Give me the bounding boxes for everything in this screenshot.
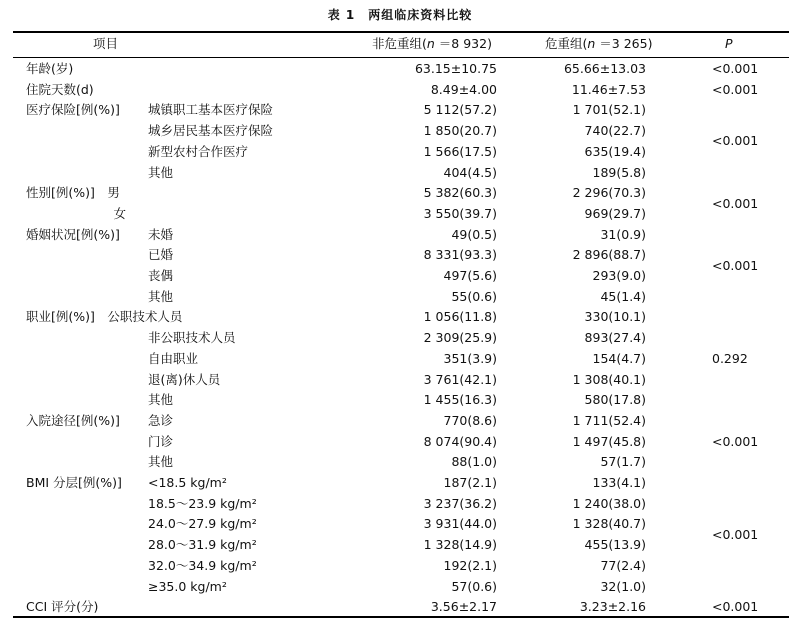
noncritical-value: 57(0.6) bbox=[451, 578, 497, 594]
critical-value: 740(22.7) bbox=[584, 123, 646, 139]
critical-value: 77(2.4) bbox=[600, 557, 646, 573]
header-noncritical-suffix: ＝8 932) bbox=[434, 36, 492, 51]
row-sublabel: 新型农村合作医疗 bbox=[148, 143, 249, 159]
row-sublabel: 其他 bbox=[148, 164, 174, 180]
row-sublabel: 其他 bbox=[148, 454, 174, 470]
critical-value: 2 296(70.3) bbox=[572, 185, 646, 201]
header-noncritical bbox=[372, 34, 492, 54]
header-noncritical-n: n bbox=[426, 36, 435, 51]
header-item: 项目 bbox=[93, 36, 119, 51]
row-sublabel: 自由职业 bbox=[148, 350, 199, 366]
p-value: <0.001 bbox=[712, 433, 759, 449]
noncritical-value: 497(5.6) bbox=[443, 268, 497, 283]
row-label: BMI 分层[例(%)] bbox=[26, 475, 122, 490]
header-critical-suffix: ＝3 265) bbox=[595, 36, 653, 51]
row-sublabel: 丧偶 bbox=[148, 268, 174, 283]
header-critical-prefix: 危重组( bbox=[545, 36, 588, 51]
noncritical-value: 1 328(14.9) bbox=[423, 537, 497, 553]
noncritical-value: 192(2.1) bbox=[443, 557, 497, 573]
header-rule bbox=[13, 57, 789, 58]
noncritical-value: 351(3.9) bbox=[443, 350, 497, 366]
critical-value: 11.46±7.53 bbox=[571, 81, 646, 97]
noncritical-value: 3 761(42.1) bbox=[423, 371, 497, 387]
noncritical-value: 770(8.6) bbox=[443, 412, 497, 428]
row-sublabel: 18.5～23.9 kg/m² bbox=[148, 495, 257, 511]
row-sublabel: 城乡居民基本医疗保险 bbox=[148, 123, 274, 139]
row-label: 女 bbox=[26, 205, 127, 221]
critical-value: 330(10.1) bbox=[584, 309, 646, 325]
critical-value: 189(5.8) bbox=[592, 164, 646, 180]
row-sublabel: 其他 bbox=[148, 288, 174, 304]
bottom-rule bbox=[13, 616, 789, 618]
row-sublabel: 急诊 bbox=[148, 412, 174, 428]
noncritical-value: 49(0.5) bbox=[451, 226, 497, 242]
critical-value: 154(4.7) bbox=[592, 350, 646, 366]
noncritical-value: 2 309(25.9) bbox=[423, 330, 497, 346]
noncritical-value: 5 112(57.2) bbox=[423, 102, 497, 118]
row-label: 婚姻状况[例(%)] bbox=[26, 226, 120, 242]
header-critical-n: n bbox=[587, 36, 596, 51]
table-title: 表 1 两组临床资料比较 bbox=[327, 8, 473, 22]
row-sublabel: 未婚 bbox=[148, 226, 174, 242]
noncritical-value: 1 850(20.7) bbox=[423, 123, 497, 139]
critical-value: 1 240(38.0) bbox=[572, 495, 646, 511]
row-label: 住院天数(d) bbox=[26, 81, 94, 97]
row-sublabel: 非公职技术人员 bbox=[148, 330, 236, 346]
critical-value: 969(29.7) bbox=[584, 205, 646, 221]
critical-value: 1 497(45.8) bbox=[572, 433, 646, 449]
row-sublabel: 已婚 bbox=[148, 247, 174, 263]
noncritical-value: 3 931(44.0) bbox=[423, 516, 497, 532]
p-value: <0.001 bbox=[712, 526, 759, 542]
p-value: <0.001 bbox=[712, 61, 759, 76]
p-value: <0.001 bbox=[712, 81, 759, 97]
noncritical-value: 63.15±10.75 bbox=[414, 61, 497, 76]
noncritical-value: 1 056(11.8) bbox=[423, 309, 497, 325]
row-label: 入院途径[例(%)] bbox=[26, 412, 120, 428]
noncritical-value: 404(4.5) bbox=[443, 164, 497, 180]
row-label: 年龄(岁) bbox=[26, 61, 74, 76]
header-noncritical-prefix: 非危重组( bbox=[372, 36, 427, 51]
critical-value: 580(17.8) bbox=[584, 392, 646, 408]
critical-value: 635(19.4) bbox=[584, 143, 646, 159]
header-p: P bbox=[725, 36, 733, 51]
top-rule bbox=[13, 31, 789, 33]
noncritical-value: 8 074(90.4) bbox=[423, 433, 497, 449]
p-value: <0.001 bbox=[712, 257, 759, 273]
noncritical-value: 8 331(93.3) bbox=[423, 247, 497, 263]
row-sublabel: 其他 bbox=[148, 392, 174, 408]
noncritical-value: 5 382(60.3) bbox=[423, 185, 497, 201]
row-sublabel: 32.0～34.9 kg/m² bbox=[148, 557, 257, 573]
critical-value: 32(1.0) bbox=[600, 578, 646, 594]
row-sublabel: 退(离)休人员 bbox=[148, 371, 221, 387]
row-label: 医疗保险[例(%)] bbox=[26, 102, 120, 118]
p-value: <0.001 bbox=[712, 195, 759, 211]
p-value: <0.001 bbox=[712, 133, 759, 149]
critical-value: 1 701(52.1) bbox=[572, 102, 646, 118]
noncritical-value: 187(2.1) bbox=[443, 475, 497, 490]
critical-value: 1 328(40.7) bbox=[572, 516, 646, 532]
noncritical-value: 1 455(16.3) bbox=[423, 392, 497, 408]
noncritical-value: 1 566(17.5) bbox=[423, 143, 497, 159]
row-sublabel: ≥35.0 kg/m² bbox=[148, 578, 227, 594]
critical-value: 893(27.4) bbox=[584, 330, 646, 346]
row-sublabel: 24.0～27.9 kg/m² bbox=[148, 516, 257, 532]
p-value: <0.001 bbox=[712, 599, 759, 615]
row-sublabel: <18.5 kg/m² bbox=[148, 475, 227, 490]
critical-value: 293(9.0) bbox=[592, 268, 646, 283]
header-critical bbox=[545, 34, 652, 54]
critical-value: 2 896(88.7) bbox=[572, 247, 646, 263]
row-sublabel: 门诊 bbox=[148, 433, 174, 449]
critical-value: 3.23±2.16 bbox=[579, 599, 646, 615]
critical-value: 31(0.9) bbox=[600, 226, 646, 242]
row-sublabel: 28.0～31.9 kg/m² bbox=[148, 537, 257, 553]
noncritical-value: 3 550(39.7) bbox=[423, 205, 497, 221]
critical-value: 45(1.4) bbox=[600, 288, 646, 304]
noncritical-value: 3.56±2.17 bbox=[430, 599, 497, 615]
row-label: 职业[例(%)] 公职技术人员 bbox=[26, 309, 183, 325]
critical-value: 455(13.9) bbox=[584, 537, 646, 553]
critical-value: 133(4.1) bbox=[592, 475, 646, 490]
critical-value: 57(1.7) bbox=[600, 454, 646, 470]
noncritical-value: 88(1.0) bbox=[451, 454, 497, 470]
critical-value: 1 308(40.1) bbox=[572, 371, 646, 387]
critical-value: 1 711(52.4) bbox=[572, 412, 646, 428]
noncritical-value: 3 237(36.2) bbox=[423, 495, 497, 511]
noncritical-value: 8.49±4.00 bbox=[430, 81, 497, 97]
critical-value: 65.66±13.03 bbox=[563, 61, 646, 76]
row-sublabel: 城镇职工基本医疗保险 bbox=[148, 102, 274, 118]
p-value: 0.292 bbox=[712, 350, 748, 366]
row-label: CCI 评分(分) bbox=[26, 599, 99, 615]
noncritical-value: 55(0.6) bbox=[451, 288, 497, 304]
row-label: 性别[例(%)] 男 bbox=[26, 185, 120, 201]
